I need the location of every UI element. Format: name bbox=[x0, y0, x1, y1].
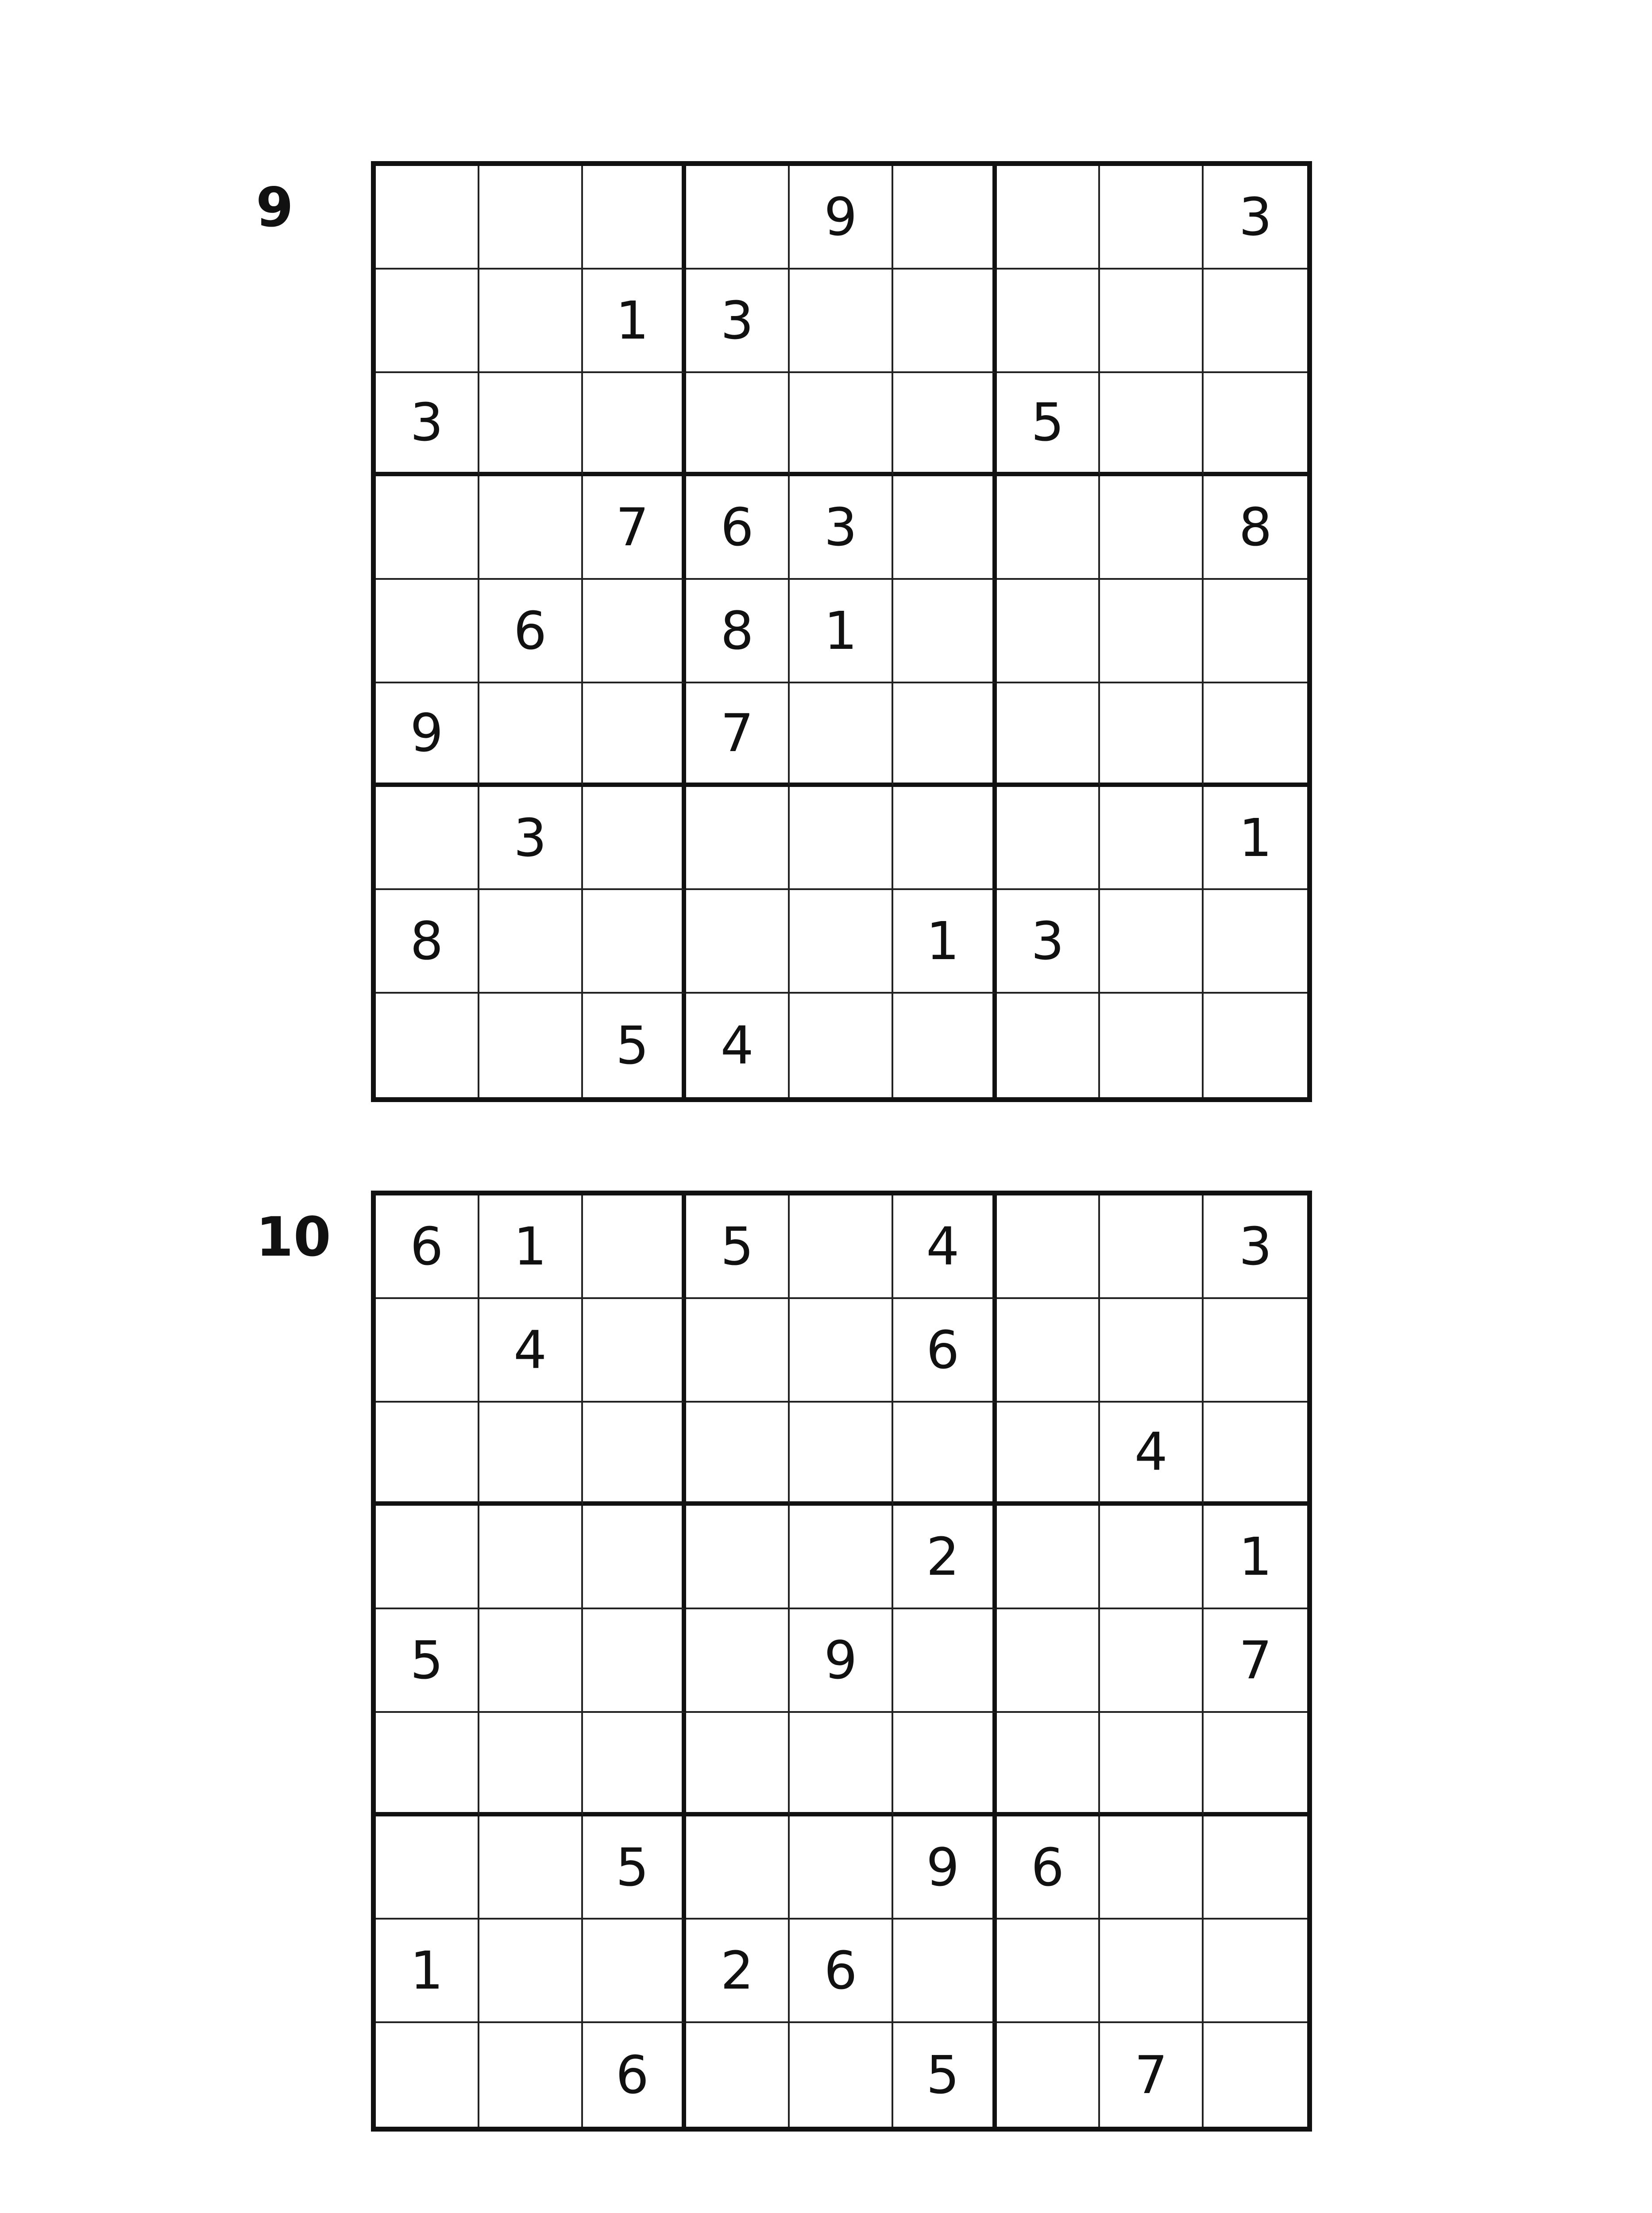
sudoku-cell[interactable] bbox=[893, 787, 997, 891]
sudoku-cell[interactable] bbox=[997, 1713, 1100, 1816]
sudoku-cell[interactable] bbox=[1100, 476, 1204, 580]
puzzle-number: 10 bbox=[256, 1206, 331, 1268]
sudoku-cell[interactable] bbox=[479, 2023, 583, 2127]
sudoku-cell[interactable] bbox=[479, 1403, 583, 1506]
sudoku-cell[interactable]: 1 bbox=[893, 890, 997, 994]
sudoku-cell[interactable] bbox=[1100, 1299, 1204, 1403]
sudoku-cell[interactable] bbox=[1204, 580, 1307, 683]
sudoku-cell[interactable] bbox=[1204, 373, 1307, 477]
sudoku-cell[interactable] bbox=[376, 1299, 479, 1403]
sudoku-cell[interactable]: 6 bbox=[997, 1816, 1100, 1920]
sudoku-cell[interactable] bbox=[1204, 683, 1307, 787]
sudoku-cell[interactable] bbox=[376, 787, 479, 891]
sudoku-cell[interactable] bbox=[893, 1920, 997, 2023]
sudoku-cell[interactable] bbox=[479, 890, 583, 994]
sudoku-cell[interactable] bbox=[1100, 373, 1204, 477]
sudoku-cell[interactable] bbox=[1100, 1816, 1204, 1920]
sudoku-cell[interactable] bbox=[893, 476, 997, 580]
sudoku-cell[interactable] bbox=[790, 1195, 893, 1299]
sudoku-cell[interactable] bbox=[583, 373, 687, 477]
sudoku-cell[interactable] bbox=[997, 1609, 1100, 1713]
sudoku-cell[interactable]: 3 bbox=[376, 373, 479, 477]
sudoku-cell[interactable] bbox=[479, 1920, 583, 2023]
sudoku-cell[interactable]: 3 bbox=[997, 890, 1100, 994]
sudoku-cell[interactable] bbox=[1100, 1920, 1204, 2023]
sudoku-cell[interactable] bbox=[997, 787, 1100, 891]
sudoku-cell[interactable]: 6 bbox=[376, 1195, 479, 1299]
sudoku-cell[interactable] bbox=[1100, 1195, 1204, 1299]
sudoku-cell[interactable] bbox=[686, 1609, 790, 1713]
sudoku-cell[interactable] bbox=[686, 787, 790, 891]
sudoku-cell[interactable]: 3 bbox=[686, 270, 790, 373]
sudoku-cell[interactable]: 2 bbox=[686, 1920, 790, 2023]
sudoku-cell[interactable] bbox=[1204, 270, 1307, 373]
sudoku-cell[interactable]: 3 bbox=[479, 787, 583, 891]
sudoku-cell[interactable]: 7 bbox=[1100, 2023, 1204, 2127]
sudoku-cell[interactable] bbox=[1100, 683, 1204, 787]
sudoku-cell[interactable] bbox=[583, 1609, 687, 1713]
sudoku-cell[interactable]: 8 bbox=[686, 580, 790, 683]
sudoku-cell[interactable]: 7 bbox=[1204, 1609, 1307, 1713]
sudoku-cell[interactable] bbox=[893, 580, 997, 683]
sudoku-cell[interactable] bbox=[997, 994, 1100, 1097]
sudoku-cell[interactable] bbox=[583, 166, 687, 270]
sudoku-cell[interactable] bbox=[997, 580, 1100, 683]
sudoku-cell[interactable] bbox=[893, 683, 997, 787]
sudoku-cell[interactable] bbox=[1204, 2023, 1307, 2127]
sudoku-cell[interactable] bbox=[479, 166, 583, 270]
sudoku-cell[interactable] bbox=[479, 1713, 583, 1816]
sudoku-cell[interactable] bbox=[686, 166, 790, 270]
sudoku-cell[interactable] bbox=[790, 1506, 893, 1609]
sudoku-cell[interactable] bbox=[997, 270, 1100, 373]
sudoku-cell[interactable]: 7 bbox=[686, 683, 790, 787]
sudoku-cell[interactable] bbox=[1204, 1299, 1307, 1403]
sudoku-cell[interactable] bbox=[479, 270, 583, 373]
sudoku-cell[interactable] bbox=[997, 1506, 1100, 1609]
sudoku-cell[interactable]: 5 bbox=[997, 373, 1100, 477]
sudoku-cell[interactable] bbox=[893, 1609, 997, 1713]
sudoku-cell[interactable]: 1 bbox=[376, 1920, 479, 2023]
sudoku-cell[interactable]: 6 bbox=[583, 2023, 687, 2127]
sudoku-cell[interactable] bbox=[376, 1713, 479, 1816]
sudoku-cell[interactable] bbox=[1204, 890, 1307, 994]
sudoku-cell[interactable]: 6 bbox=[790, 1920, 893, 2023]
sudoku-cell[interactable] bbox=[583, 1403, 687, 1506]
sudoku-cell[interactable] bbox=[376, 270, 479, 373]
sudoku-cell[interactable]: 8 bbox=[376, 890, 479, 994]
sudoku-cell[interactable]: 9 bbox=[790, 1609, 893, 1713]
sudoku-cell[interactable] bbox=[893, 1713, 997, 1816]
sudoku-cell[interactable] bbox=[479, 373, 583, 477]
sudoku-cell[interactable] bbox=[1100, 1713, 1204, 1816]
sudoku-cell[interactable] bbox=[479, 994, 583, 1097]
sudoku-cell[interactable]: 6 bbox=[479, 580, 583, 683]
sudoku-cell[interactable] bbox=[790, 373, 893, 477]
sudoku-cell[interactable]: 3 bbox=[790, 476, 893, 580]
sudoku-cell[interactable] bbox=[790, 683, 893, 787]
sudoku-cell[interactable] bbox=[686, 373, 790, 477]
sudoku-cell[interactable]: 1 bbox=[1204, 787, 1307, 891]
sudoku-cell[interactable] bbox=[1204, 994, 1307, 1097]
sudoku-cell[interactable] bbox=[1100, 270, 1204, 373]
sudoku-cell[interactable]: 5 bbox=[893, 2023, 997, 2127]
sudoku-cell[interactable]: 5 bbox=[686, 1195, 790, 1299]
sudoku-cell[interactable] bbox=[376, 2023, 479, 2127]
sudoku-cell[interactable]: 9 bbox=[790, 166, 893, 270]
sudoku-cell[interactable] bbox=[376, 476, 479, 580]
sudoku-cell[interactable] bbox=[893, 373, 997, 477]
sudoku-cell[interactable] bbox=[997, 2023, 1100, 2127]
sudoku-cell[interactable] bbox=[1204, 1816, 1307, 1920]
sudoku-cell[interactable]: 9 bbox=[893, 1816, 997, 1920]
sudoku-cell[interactable]: 4 bbox=[686, 994, 790, 1097]
sudoku-cell[interactable] bbox=[686, 1816, 790, 1920]
sudoku-cell[interactable]: 7 bbox=[583, 476, 687, 580]
sudoku-cell[interactable] bbox=[997, 1195, 1100, 1299]
sudoku-cell[interactable] bbox=[686, 1713, 790, 1816]
sudoku-cell[interactable]: 1 bbox=[790, 580, 893, 683]
sudoku-cell[interactable]: 3 bbox=[1204, 1195, 1307, 1299]
sudoku-cell[interactable] bbox=[1100, 994, 1204, 1097]
sudoku-cell[interactable]: 8 bbox=[1204, 476, 1307, 580]
sudoku-cell[interactable] bbox=[1204, 1403, 1307, 1506]
sudoku-grid bbox=[371, 161, 1312, 1102]
sudoku-cell[interactable] bbox=[790, 994, 893, 1097]
sudoku-cell[interactable] bbox=[790, 890, 893, 994]
sudoku-cell[interactable] bbox=[997, 683, 1100, 787]
sudoku-cell[interactable] bbox=[479, 1506, 583, 1609]
sudoku-cell[interactable] bbox=[479, 683, 583, 787]
sudoku-cell[interactable] bbox=[583, 1713, 687, 1816]
sudoku-cell[interactable]: 5 bbox=[376, 1609, 479, 1713]
sudoku-cell[interactable] bbox=[893, 166, 997, 270]
sudoku-cell[interactable] bbox=[583, 1920, 687, 2023]
sudoku-cell[interactable] bbox=[997, 1920, 1100, 2023]
sudoku-cell[interactable] bbox=[790, 270, 893, 373]
sudoku-cell[interactable]: 5 bbox=[583, 1816, 687, 1920]
sudoku-cell[interactable] bbox=[376, 580, 479, 683]
sudoku-cell[interactable] bbox=[1100, 580, 1204, 683]
sudoku-cell[interactable] bbox=[1204, 1713, 1307, 1816]
sudoku-cell[interactable]: 6 bbox=[893, 1299, 997, 1403]
sudoku-cell[interactable] bbox=[583, 683, 687, 787]
sudoku-cell[interactable] bbox=[376, 1403, 479, 1506]
sudoku-cell[interactable] bbox=[790, 1299, 893, 1403]
sudoku-cell[interactable]: 1 bbox=[1204, 1506, 1307, 1609]
sudoku-cell[interactable] bbox=[686, 1299, 790, 1403]
sudoku-cell[interactable] bbox=[997, 1299, 1100, 1403]
sudoku-cell[interactable] bbox=[893, 270, 997, 373]
sudoku-cell[interactable]: 1 bbox=[583, 270, 687, 373]
sudoku-cell[interactable] bbox=[997, 1403, 1100, 1506]
sudoku-cell[interactable] bbox=[997, 166, 1100, 270]
sudoku-cell[interactable] bbox=[583, 890, 687, 994]
sudoku-cell[interactable] bbox=[583, 1195, 687, 1299]
sudoku-cell[interactable] bbox=[893, 1403, 997, 1506]
sudoku-cell[interactable] bbox=[1100, 1609, 1204, 1713]
sudoku-cell[interactable]: 6 bbox=[686, 476, 790, 580]
sudoku-cell[interactable] bbox=[583, 1506, 687, 1609]
sudoku-cell[interactable] bbox=[376, 994, 479, 1097]
sudoku-cell[interactable]: 1 bbox=[479, 1195, 583, 1299]
sudoku-cell[interactable] bbox=[479, 476, 583, 580]
sudoku-cell[interactable] bbox=[583, 580, 687, 683]
sudoku-cell[interactable] bbox=[583, 1299, 687, 1403]
sudoku-cell[interactable] bbox=[790, 1816, 893, 1920]
sudoku-cell[interactable]: 4 bbox=[1100, 1403, 1204, 1506]
sudoku-cell[interactable] bbox=[1100, 166, 1204, 270]
sudoku-cell[interactable] bbox=[1100, 890, 1204, 994]
sudoku-cell[interactable] bbox=[790, 1403, 893, 1506]
sudoku-cell[interactable] bbox=[893, 994, 997, 1097]
sudoku-cell[interactable] bbox=[1100, 787, 1204, 891]
sudoku-grid bbox=[371, 1191, 1312, 2132]
puzzle-number: 9 bbox=[256, 176, 293, 239]
sudoku-cell[interactable] bbox=[1204, 1920, 1307, 2023]
sudoku-cell[interactable] bbox=[790, 787, 893, 891]
sudoku-cell[interactable]: 3 bbox=[1204, 166, 1307, 270]
sudoku-cell[interactable] bbox=[376, 1506, 479, 1609]
sudoku-cell[interactable]: 4 bbox=[479, 1299, 583, 1403]
sudoku-cell[interactable]: 9 bbox=[376, 683, 479, 787]
sudoku-cell[interactable] bbox=[479, 1609, 583, 1713]
sudoku-cell[interactable]: 2 bbox=[893, 1506, 997, 1609]
sudoku-cell[interactable] bbox=[686, 1403, 790, 1506]
sudoku-cell[interactable] bbox=[790, 2023, 893, 2127]
sudoku-cell[interactable] bbox=[790, 1713, 893, 1816]
sudoku-cell[interactable] bbox=[686, 890, 790, 994]
sudoku-cell[interactable] bbox=[376, 166, 479, 270]
sudoku-cell[interactable]: 4 bbox=[893, 1195, 997, 1299]
sudoku-cell[interactable]: 5 bbox=[583, 994, 687, 1097]
sudoku-cell[interactable] bbox=[376, 1816, 479, 1920]
sudoku-cell[interactable] bbox=[997, 476, 1100, 580]
sudoku-cell[interactable] bbox=[583, 787, 687, 891]
sudoku-cell[interactable] bbox=[686, 2023, 790, 2127]
sudoku-cell[interactable] bbox=[686, 1506, 790, 1609]
sudoku-cell[interactable] bbox=[1100, 1506, 1204, 1609]
sudoku-cell[interactable] bbox=[479, 1816, 583, 1920]
